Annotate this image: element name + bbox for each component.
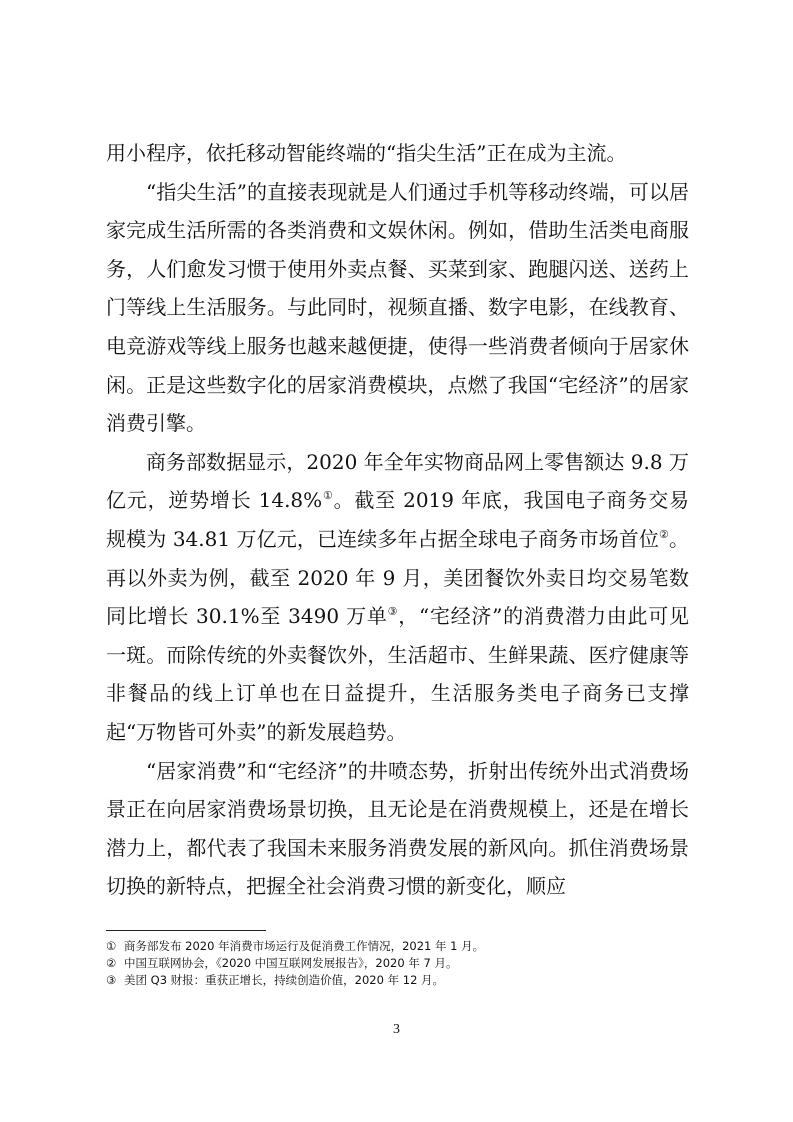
text-run: 商务部数据显示，2020 年全年实物商品网上零售额达 9.8 万亿元，逆势增长 14.8% bbox=[106, 449, 689, 513]
text-run: 。再以外卖为例，截至 2020 年 9 月，美团餐饮外卖日均交易笔数同比增长 30.1%至 3490 万单 bbox=[106, 526, 689, 629]
footnote-text: 中国互联网协会，《2020 中国互联网发展报告》，2020 年 7 月。 bbox=[124, 956, 458, 970]
footnote-mark: ① bbox=[106, 939, 117, 953]
paragraph: “指尖生活”的直接表现就是人们通过手机等移动终端，可以居家完成生活所需的各类消费和文娱休闲。例如，借助生活类电商服务，人们愈发习惯于使用外卖点餐、买菜到家、跑腿闪送、送药上门等线上生活服务。与此同时，视频直播、数字电影，在线教育、电竞游戏等线上服务也越来越便捷，使得一些消费者倾向于居家休闲。正是这些数字化的居家消费模块，点燃了我国“宅经济”的居家消费引擎。 bbox=[106, 179, 689, 436]
page-number: 3 bbox=[393, 1022, 400, 1037]
footnote-text: 美团 Q3 财报：重获正增长，持续创造价值，2020 年 12 月。 bbox=[124, 973, 445, 987]
footnote-ref[interactable]: ① bbox=[322, 489, 334, 503]
paragraph: “居家消费”和“宅经济”的井喷态势，折射出传统外出式消费场景正在向居家消费场景切换，且无论是在消费规模上，还是在增长潜力上，都代表了我国未来服务消费发展的新风向。抓住消费场景切换的新特点，把握全社会消费习惯的新变化，顺应 bbox=[106, 758, 689, 899]
footnote-divider bbox=[106, 930, 266, 931]
footnote bbox=[106, 955, 689, 972]
footnote-text: 商务部发布 2020 年消费市场运行及促消费工作情况，2021 年 1 月。 bbox=[124, 939, 485, 953]
body-text bbox=[106, 134, 689, 906]
footnote-ref[interactable]: ② bbox=[659, 527, 669, 541]
text-run: ，“宅经济”的消费潜力由此可见一斑。而除传统的外卖餐饮外，生活超市、生鲜果蔬、医疗健康等非餐品的线上订单也在日益提升，生活服务类电子商务已支撑起“万物皆可外卖”的新发展趋势。 bbox=[106, 604, 689, 744]
paragraph: 用小程序，依托移动智能终端的“指尖生活”正在成为主流。 bbox=[106, 141, 627, 165]
footnote bbox=[106, 972, 689, 989]
footnote-mark: ② bbox=[106, 956, 117, 970]
footnote-mark: ③ bbox=[106, 973, 117, 987]
text-run: 。截至 2019 年底，我国电子商务交易规模为 34.81 万亿元，已连续多年占据全球电子商务市场首位 bbox=[106, 488, 689, 551]
paragraph bbox=[106, 443, 689, 752]
footnote bbox=[106, 938, 689, 955]
footnotes bbox=[106, 938, 689, 989]
footnote-ref[interactable]: ③ bbox=[387, 605, 399, 619]
